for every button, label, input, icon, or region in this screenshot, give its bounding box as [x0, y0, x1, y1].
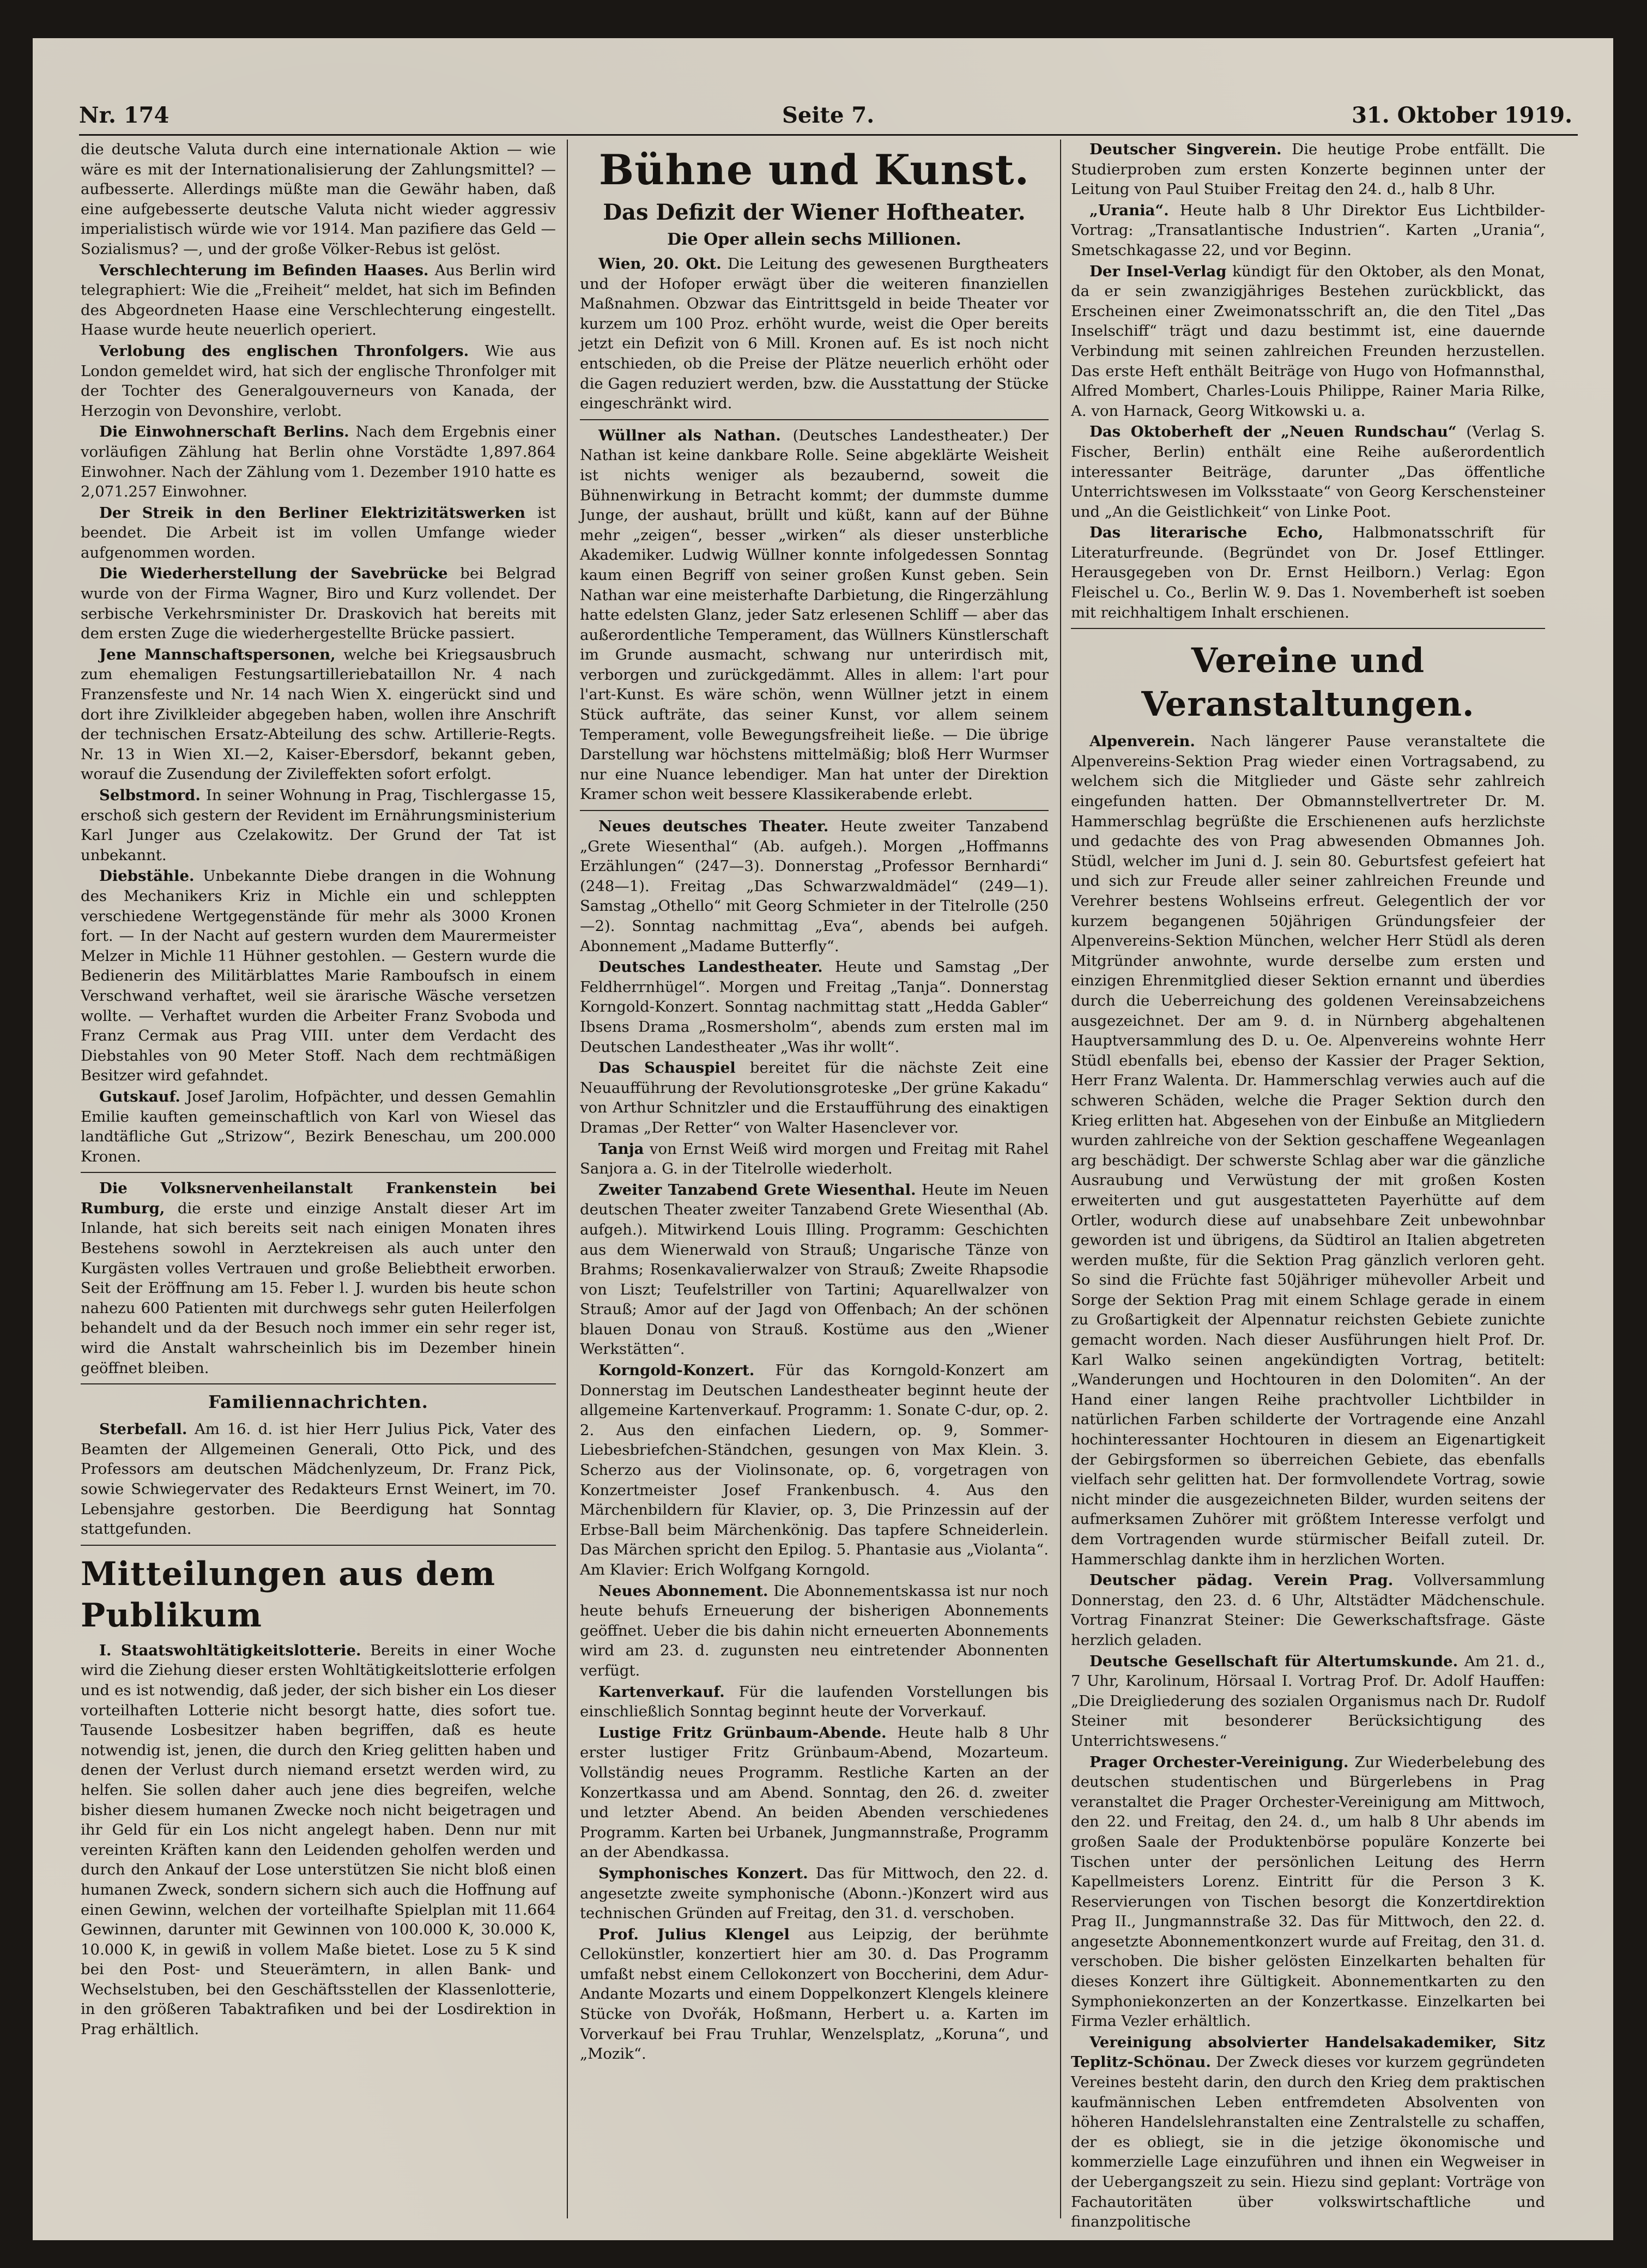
article-text: aus Leipzig, der berühmte Cellokünstler, konzertiert hier am 30. d. Das Programm umfaßt nebst einem Cellokonzert von Boccherini, dem Adur-Andante Mozarts und einem Doppelkonzert Klengels kleinere Stücke von Dvořák, Hoßmann, Herbert u. a. Karten im Vorverkauf bei Frau Truhlar, Wenzelsplatz, „Koruna“, und „Mozik“. — [580, 1925, 1049, 2063]
article-text: Das für Mittwoch, den 22. d. angesetzte zweite symphonische (Abonn.-)Konzert wird aus technischen Gründen auf Freitag, den 31. d. verschoben. — [580, 1864, 1049, 1922]
article-text: Heute zweiter Tanzabend „Grete Wiesenthal“ (Ab. aufgeh.). Morgen „Hoffmanns Erzählungen“ (247—3). Donnerstag „Professor Bernhardi“ (248—1). Freitag „Das Schwarzwaldmädel“ (249—1). Samstag „Othello“ mit Georg Schmieter in der Titelrolle (250—2). Sonntag nachmittag „Eva“, abends bei aufgeh. Abonnement „Madame Butterfly“. — [580, 818, 1049, 955]
article-text: welche bei Kriegsausbruch zum ehemaligen Festungsartilleriebataillon Nr. 4 nach Franzensfeste und Nr. 14 nach Wien X. eingerückt sind und dort ihre Zivilkleider abgegeben haben, wollen ihre Anschrift der technischen Ersatz-Abteilung des schw. Artillerie-Regts. Nr. 13 in Wien XI.—2, Kaiser-Ebersdorf, bekannt geben, worauf die Zusendung der Zivileffekten sofort erfolgt. — [81, 645, 556, 783]
article-echo — [1071, 523, 1545, 622]
article-klengel — [580, 1925, 1049, 2064]
article-text: Zur Wiederbelebung des deutschen studentischen und Bürgerlebens in Prag veranstaltet die Prager Orchester-Vereinigung am Mittwoch, den 22. und Freitag, den 24. d., um halb 8 Uhr abends im großen Saale der Produktenbörse populäre Konzerte bei Tischen unter der persönlichen Leitung des Herrn Kapellmeisters Lorenz. Eintritt für die Person 3 K. Reservierungen von Tischen besorgt die Konzertdirektion Prag II., Jungmannstraße 32. Das für Mittwoch, den 22. d. angesetzte Abonnementkonzert wurde auf Freitag, den 31. d. verschoben. Die bisher gelösten Einzelkarten behalten für dieses Konzert ihre Gültigkeit. Abonnementkarten zu den Symphoniekonzerten an der Konzertkasse. Einzelkarten bei Firma Vezler erhältlich. — [1071, 1753, 1545, 2030]
article-orchester — [1071, 1752, 1545, 2031]
separator — [580, 419, 1049, 420]
article-mannschaft — [81, 645, 556, 784]
separator — [81, 1172, 556, 1173]
article-title: Lustige Fritz Grünbaum-Abende. — [598, 1723, 887, 1741]
article-title: Gutskauf. — [99, 1087, 180, 1105]
article-verlobung — [81, 341, 556, 421]
column-right — [1071, 140, 1546, 2231]
article-defizit — [580, 254, 1049, 414]
separator — [1071, 628, 1545, 629]
article-text: Für das Korngold-Konzert am Donnerstag im Deutschen Landestheater beginnt heute der allgemeine Kartenverkauf. Programm: 1. Sonate C-dur, op. 2. 2. Aus den einfachen Liedern, op. 9, Sommer-Liebesbriefchen-Ständchen, gesungen von Max Klein. 3. Scherzo aus der Violinsonate, op. 6, vorgetragen von Konzertmeister Josef Frankenbusch. 4. Aus den Märchenbildern für Klavier, op. 3, Die Prinzessin auf der Erbse-Ball beim Märchenkönig. Das tapfere Schneiderlein. Das Märchen spricht den Epilog. 5. Phantasie aus „Violanta“. Am Klavier: Erich Wolfgang Korngold. — [580, 1362, 1049, 1578]
separator — [580, 810, 1049, 811]
article-text: Wie aus London gemeldet wird, hat sich der englische Thronfolger mit der Tochter des Generalgouverneurs von Kanada, der Herzogin von Devonshire, verlobt. — [81, 342, 556, 420]
article-singverein — [1071, 140, 1545, 199]
article-subheadline: Die Oper allein sechs Millionen. — [667, 230, 961, 249]
page-number: Seite 7. — [782, 102, 875, 128]
article-subtitle: (Deutsches Landestheater.) — [792, 426, 1009, 444]
article-wuellner — [580, 426, 1049, 805]
separator — [81, 1383, 556, 1384]
article-savebruecke — [81, 564, 556, 643]
article-text: Aus Berlin wird telegraphiert: Wie die „Freiheit“ meldet, hat sich im Befinden des Abgeordneten Haase eine Verschlechterung eingestellt. Haase wurde heute neuerlich operiert. — [81, 261, 556, 339]
column-left — [81, 140, 556, 2218]
article-text: Der Nathan ist keine dankbare Rolle. Seine abgeklärte Weisheit ist nichts weniger als bezaubernd, soweit die Bühnenwirkung in Betracht kommt; der dummste dumme Junge, der aushaut, brüllt und küßt, kann auf der Bühne mehr „zeigen“, besser „wirken“ als dieser unsterbliche Akademiker. Ludwig Wüllner konnte infolgedessen Sonntag kaum einen Begriff von seiner großen Kunst geben. Sein Nathan war eine meisterhafte Darbietung, die Ringerzählung hatte edelsten Glanz, jeder Satz erlesenen Schliff — aber das außerordentliche Temperament, das Wüllners Künstlerschaft im Grunde ausmacht, schwang nur unterirdisch mit, verborgen und zurückgedämmt. Alles in allem: l'art pour l'art-Kunst. Es wäre schön, wenn Wüllner jetzt in einem Stück aufträte, das seiner Kunst, vor allem seinem Temperament, volle Bewegungsfreiheit ließe. — Die übrige Darstellung war höchstens mittelmäßig; bloß Herr Wurmser nur eine Nuance lebendiger. Man hat unter der Direktion Kramer schon weit bessere Klassikerabende erlebt. — [580, 426, 1049, 803]
article-title: Das literarische Echo, — [1089, 524, 1324, 542]
article-title: Sterbefall. — [99, 1420, 187, 1438]
column-rule-1 — [567, 140, 568, 2218]
article-title: Das Oktoberheft der „Neuen Rundschau“ — [1089, 423, 1457, 441]
article-text: Am 16. d. ist hier Herr Julius Pick, Vater des Beamten der Allgemeinen Generali, Otto Pick, und des Professors am deutschen Mädchenlyzeum, Dr. Franz Pick, sowie Schwiegervater des Redakteurs Ernst Weinert, im 70. Lebensjahre gestorben. Die Beerdigung hat Sonntag stattgefunden. — [81, 1420, 556, 1538]
article-text: Für die laufenden Vorstellungen bis einschließlich Sonntag beginnt heute der Vorverkauf. — [580, 1683, 1049, 1721]
article-tanja — [580, 1139, 1049, 1179]
issue-number: Nr. 174 — [79, 102, 169, 128]
article-rundschau — [1071, 422, 1545, 522]
article-haase — [81, 261, 556, 340]
section-heading-familie: Familiennachrichten. — [208, 1392, 428, 1413]
article-kartenverkauf — [580, 1682, 1049, 1722]
section-heading-buehne: Bühne und Kunst. — [598, 146, 1030, 194]
separator — [81, 1545, 556, 1546]
article-streik — [81, 503, 556, 563]
article-title: Die Einwohnerschaft Berlins. — [99, 423, 349, 441]
article-title: Deutscher Singverein. — [1089, 141, 1282, 158]
article-text: Die heutige Probe entfällt. Die Studierproben zum ersten Konzerte beginnen unter der Leitung von Paul Stuiber Freitag den 24. d., halb 8 Uhr. — [1071, 141, 1546, 198]
article-heilanstalt — [81, 1178, 556, 1378]
article-title: Das Schauspiel — [598, 1059, 736, 1077]
article-text: Halbmonatsschrift für Literaturfreunde. (Begründet von Dr. Josef Ettlinger. Herausgegeben von Dr. Ernst Heilborn.) Verlag: Egon Fleischel u. Co., Berlin W. 9. Das 1. Novemberheft ist soeben mit reichhaltigem Inhalt erschienen. — [1071, 524, 1546, 621]
article-title: Deutscher pädag. Verein Prag. — [1089, 1571, 1394, 1589]
article-schauspiel — [580, 1058, 1049, 1138]
article-title: Neues deutsches Theater. — [598, 818, 829, 836]
article-text: In seiner Wohnung in Prag, Tischlergasse 15, erschoß sich gestern der Revident im Ernährungsministerium Karl Junger aus Czelakowitz. Der Grund der Tat ist unbekannt. — [81, 787, 556, 864]
article-text: bei Belgrad wurde von der Firma Wagner, Biro und Kurz vollendet. Der serbische Verkehrsminister Dr. Draskovich hat bereits mit dem ersten Zuge die wiederhergestellte Brücke passiert. — [81, 565, 556, 643]
article-title: Tanja — [598, 1140, 644, 1158]
dateline: Wien, 20. Okt. — [598, 255, 722, 273]
article-abonnement — [580, 1581, 1049, 1681]
article-title: Kartenverkauf. — [598, 1683, 725, 1701]
article-title: Korngold-Konzert. — [598, 1362, 755, 1380]
article-text: Heute im Neuen deutschen Theater zweiter Tanzabend Grete Wiesenthal (Ab. aufgeh.). Mitwirkend Louis Illing. Programm: Geschichten aus dem Wienerwald von Strauß; Ungarische Tänze von Brahms; Rosenkavalierwalzer von Strauß; Zweite Rhapsodie von Liszt; Teufelstriller von Tartini; Aquarellwalzer von Strauß; Amor auf der Jagd von Offenbach; An der schönen blauen Donau von Strauß. Kostüme aus den „Wiener Werkstätten“. — [580, 1181, 1049, 1358]
article-text: kündigt für den Oktober, als den Monat, da er sein zwanzigjähriges Bestehen zurückblickt, das Erscheinen einer Zweimonatsschrift an, die den Titel „Das Inselschiff“ trägt und dazu bestimmt ist, eine dauernde Verbindung mit seinen zahlreichen Freunden herzustellen. Das erste Heft enthält Beiträge von Hugo von Hofmannsthal, Alfred Mombert, Charles-Louis Philippe, Rainer Maria Rilke, A. von Harnack, Georg Witkowski u. a. — [1071, 262, 1545, 420]
article-neues-theater — [580, 817, 1049, 956]
article-title: Verschlechterung im Befinden Haases. — [99, 261, 429, 279]
article-title: Prof. Julius Klengel — [598, 1925, 790, 1943]
article-text: bereitet für die nächste Zeit eine Neuaufführung der Revolutionsgroteske „Der grüne Kakadu“ von Arthur Schnitzler und die Erstaufführung des einaktigen Dramas „Der Retter“ von Walter Hasenclever vor. — [580, 1059, 1049, 1136]
article-title: Die Volksnervenheilanstalt Frankenstein bei Rumburg, — [81, 1180, 556, 1217]
article-title: Deutsche Gesellschaft für Altertumskunde. — [1089, 1652, 1458, 1670]
article-insel-verlag — [1071, 262, 1545, 421]
article-title: Diebstähle. — [99, 867, 195, 885]
article-continuation: die deutsche Valuta durch eine internationale Aktion — wie wäre es mit der Internationalisierung der Zahlungsmittel? — aufbesserte. Allerdings müßte man die Gewähr haben, daß eine aufgebesserte deutsche Valuta nicht wieder aggressiv imperialistisch würde wie vor 1914. Man pazifiere das Geld — Sozialismus? —, und der große Völker-Rebus ist gelöst. — [81, 141, 556, 258]
article-alpenverein — [1071, 731, 1545, 1569]
article-lotterie — [81, 1641, 556, 2040]
section-heading-vereine: Vereine und Veranstaltungen. — [1141, 640, 1475, 724]
column-middle — [580, 140, 1049, 2218]
article-handelsakademiker — [1071, 2033, 1545, 2232]
article-text: Bereits in einer Woche wird die Ziehung dieser ersten Wohltätigkeitslotterie erfolgen und es ist notwendig, daß jeder, der sich bisher ein Los dieser vorteilhaften Lotterie nicht besorgt hatte, dies sofort tue. Tausende Losbesitzer haben begriffen, daß es heute notwendig ist, jenen, die durch den Krieg gelitten haben und denen der Verlust durch niemand ersetzt werden wird, zu helfen. Sie sollen daher auch jene dies begreifen, welche bisher diesem humanen Zwecke noch nicht beigetragen und ihr Geld für ein Los nicht angelegt haben. Denn nur mit vereinten Kräften kann den Leidenden geholfen werden und durch den Ankauf der Lose unterstützen Sie nicht bloß einen humanen Zweck, sondern sichern sich auch die Hoffnung auf einen Gewinn, welchen der vorteilhafte Spielplan mit 11.664 Gewinnen, darunter mit Gewinnen von 100.000 K, 30.000 K, 10.000 K, in gewiß in vollem Maße bietet. Lose zu 5 K sind bei den Post- und Steuerämtern, in allen Bank- und Wechselstuben, bei den Geschäftsstellen der Klassenlotterie, in den größeren Tabaktrafiken und bei der Losdirektion in Prag erhältlich. — [81, 1641, 556, 2039]
article-text: ist beendet. Die Arbeit ist im vollen Umfange wieder aufgenommen worden. — [81, 504, 556, 561]
article-text: die erste und einzige Anstalt dieser Art im Inlande, hat sich bereits seit nach einigen Monaten ihres Bestehens sowohl in Aerztekreisen als auch unter den Kurgästen volles Vertrauen und große Beliebtheit erworben. Seit der Eröffnung am 15. Feber l. J. wurden bis heute schon nahezu 600 Patienten mit durchwegs sehr guten Heilerfolgen behandelt und da der Besuch noch immer ein sehr reger ist, wird die Anstalt wahrscheinlich bis im Dezember hinein geöffnet bleiben. — [81, 1199, 556, 1377]
article-title: Vereinigung absolvierter Handelsakademiker, Sitz Teplitz-Schönau. — [1071, 2033, 1545, 2071]
article-title: Verlobung des englischen Thronfolgers. — [99, 342, 469, 360]
newspaper-page — [33, 38, 1613, 2240]
article-text: (Verlag S. Fischer, Berlin) enthält eine Reihe außerordentlich interessanter Beiträge, darunter „Das öffentliche Unterrichtswesen im Volksstaate“ von Georg Kerschensteiner und „An die Geistlichkeit“ von Linke Poot. — [1071, 423, 1545, 521]
article-altertumskunde — [1071, 1652, 1545, 1751]
article-text: Nach längerer Pause veranstaltete die Alpenvereins-Sektion Prag wieder einen Vortragsabend, zu welchem sich die Mitglieder und Gäste sehr zahlreich eingefunden hatten. Der Obmannstellvertreter Dr. M. Hammerschlag begrüßte die Erschienenen aufs herzlichste und gedachte des von Prag abwesenden Obmannes Joh. Stüdl, welcher im Juni d. J. sein 80. Geburtsfest gefeiert hat und sich zur Freude aller seiner zahlreichen Freunde und Verehrer bestens Wohlseins erfreut. Gelegentlich der vor kurzem begangenen 50jährigen Gründungsfeier der Alpenvereins-Sektion München, welcher Herr Stüdl als deren Mitgründer anwohnte, wurde derselbe zum ersten und einzigen Ehrenmitglied dieser Sektion ernannt und überdies durch die Ueberreichung des goldenen Vereinsabzeichens ausgezeichnet. Der am 9. d. in Nürnberg abgehaltenen Hauptversammlung des D. u. Oe. Alpenvereins wohnte Herr Stüdl ebenfalls bei, ebenso der Kassier der Prager Sektion, Herr Franz Walenta. Dr. Hammerschlag verwies auch auf die schweren Schäden, welche die Prager Sektion durch den Krieg erlitten hat. Abgesehen von der Einbuße an Mitgliedern wurden zahlreiche von der Sektion geschaffene Wegeanlagen arg beschädigt. Der schwerste Schlag aber war die gänzliche Ausraubung und Verwüstung der mit großen Kosten erweiterten und gut ausgestatteten Payerhütte auf dem Ortler, wodurch diese auf unabsehbare Zeit unbewohnbar geworden ist und übrigens, da Südtirol an Italien abgetreten werden mußte, für die Sektion Prag gänzlich verloren geht. So sind die Früchte fast 50jähriger mühevoller Arbeit und Sorge der Sektion Prag mit einem Schlage gerade in einem zu Großartigkeit der Alpennatur reichsten Gebiete zunichte gemacht worden. Nach dieser Ausführungen hielt Prof. Dr. Karl Walko seinen angekündigten Vortrag, betitelt: „Wanderungen und Hochtouren in den Dolomiten“. An der Hand einer langen Reihe prachtvoller Lichtbilder in natürlichen Farben schilderte der Vortragende eine Anzahl hochinteressanter Hochtouren in diesem an Eigenartigkeit der Gebirgsformen so überreichen Gebiete, das ebenfalls vielfach sehr gelitten hat. Der formvollendete Vortrag, sowie nicht minder die ausgezeichneten Bilder, wurden seitens der aufmerksamen Zuhörer mit größtem Interesse verfolgt und dem Vortragenden wurde stürmischer Beifall zuteil. Dr. Hammerschlag dankte ihm in herzlichen Worten. — [1071, 733, 1545, 1568]
article-title: Prager Orchester-Vereinigung. — [1089, 1753, 1349, 1771]
article-title: Der Streik in den Berliner Elektrizitätswerken — [99, 504, 525, 522]
article-gutskauf — [81, 1087, 556, 1166]
article-title: Zweiter Tanzabend Grete Wiesenthal. — [598, 1181, 916, 1199]
article-korngold — [580, 1360, 1049, 1580]
article-title: Alpenverein. — [1089, 733, 1195, 751]
article-title: „Urania“. — [1089, 201, 1169, 219]
article-sterbefall — [81, 1419, 556, 1539]
article-symphonisch — [580, 1864, 1049, 1924]
issue-date: 31. Oktober 1919. — [1352, 102, 1572, 128]
article-title: Wüllner als Nathan. — [598, 426, 781, 444]
article-title: I. Staatswohltätigkeitslotterie. — [99, 1641, 361, 1659]
article-headline: Das Defizit der Wiener Hoftheater. — [603, 199, 1026, 225]
article-text: Heute halb 8 Uhr Direktor Eus Lichtbilder-Vortrag: „Transatlantische Industrien“. Karten „Urania“, Smetschkagasse 22, und vor Beginn. — [1071, 201, 1545, 259]
article-title: Neues Abonnement. — [598, 1582, 768, 1600]
article-selbstmord — [81, 785, 556, 865]
article-title: Symphonisches Konzert. — [598, 1864, 808, 1882]
article-text: Der Zweck dieses vor kurzem gegründeten Vereines besteht darin, den durch den Krieg dem praktischen kaufmännischen Leben entfremdeten Absolventen von höheren Handelslehranstalten eine Zentralstelle zu schaffen, der es obliegt, sie in die jetzige ökonomische und kommerzielle Lage einzuführen und ihnen ein Wegweiser in der Uebergangszeit zu sein. Hiezu sind geplant: Vorträge von Fachautoritäten über volkswirtschaftliche und finanzpolitische — [1071, 2053, 1545, 2231]
article-title: Jene Mannschaftspersonen, — [99, 645, 336, 663]
article-text: Am 21. d., 7 Uhr, Karolinum, Hörsaal I. Vortrag Prof. Dr. Adolf Hauffen: „Die Dreigliederung des sozialen Organismus nach Dr. Rudolf Steiner mit besonderer Berücksichtigung des Unterrichtswesens.“ — [1071, 1652, 1545, 1750]
article-paedagogisch — [1071, 1570, 1545, 1650]
column-rule-2 — [1060, 140, 1061, 2218]
section-heading-mitteilungen: Mitteilungen aus dem Publikum — [81, 1555, 496, 1635]
page-header — [79, 97, 1572, 135]
article-text: von Ernst Weiß wird morgen und Freitag mit Rahel Sanjora a. G. in der Titelrolle wiederholt. — [580, 1140, 1049, 1178]
article-text: Nach dem Ergebnis einer vorläufigen Zählung hat Berlin ohne Vorstädte 1,897.864 Einwohner. Nach der Zählung vom 1. Dezember 1910 hatte es 2,071.257 Einwohner. — [81, 423, 556, 501]
article-gruenbaum — [580, 1723, 1049, 1862]
article-text: Unbekannte Diebe drangen in die Wohnung des Mechanikers Kriz in Michle ein und schleppten verschiedene Wertgegenstände für mehr als 3000 Kronen fort. — In der Nacht auf gestern wurden dem Maurermeister Melzer in Michle 11 Hühner gestohlen. — Gestern wurde die Bedienerin des Militärblattes Marie Ramboufsch in einem Verschwand verhaftet, weil sie ärarische Wäsche versetzen wollte. — Verhaftet wurden die Arbeiter Franz Svoboda und Franz Cermak aus Prag VIII. unter dem Verdacht des Diebstahles von 90 Meter Stoff. Nach dem rechtmäßigen Besitzer wird gefahndet. — [81, 867, 556, 1085]
article-title: Deutsches Landestheater. — [598, 958, 823, 976]
article-text: Heute halb 8 Uhr erster lustiger Fritz Grünbaum-Abend, Mozarteum. Vollständig neues Programm. Restliche Karten an der Konzertkassa und am Abend. Sonntag, den 26. d. zweiter und letzter Abend. An beiden Abenden verschiedenes Programm. Karten bei Urbanek, Jungmannstraße, Programm an der Abendkassa. — [580, 1723, 1049, 1861]
article-urania — [1071, 201, 1545, 261]
article-text: Heute und Samstag „Der Feldherrnhügel“. Morgen und Freitag „Tanja“. Donnerstag Korngold-Konzert. Sonntag nachmittag statt „Hedda Gabler“ Ibsens Drama „Rosmersholm“, abends zum ersten mal im Deutschen Landestheater „Was ihr wollt“. — [580, 958, 1049, 1056]
article-title: Die Wiederherstellung der Savebrücke — [99, 565, 448, 583]
article-landestheater — [580, 957, 1049, 1057]
header-rule — [79, 134, 1578, 136]
article-title: Der Insel-Verlag — [1089, 262, 1227, 280]
article-text: Vollversammlung Donnerstag, den 23. d. 6 Uhr, Altstädter Mädchenschule. Vortrag Finanzrat Steiner: Die Gewerkschaftsfrage. Gäste herzlich geladen. — [1071, 1571, 1545, 1649]
article-tanzabend — [580, 1180, 1049, 1359]
article-title: Selbstmord. — [99, 787, 201, 804]
article-text: Die Leitung des gewesenen Burgtheaters und der Hofoper erwägt über die weiteren finanziellen Maßnahmen. Obzwar das Eintrittsgeld in beide Theater vor kurzem um 100 Proz. erhöht wurde, weist die Oper bereits jetzt ein Defizit von 6 Mill. Kronen auf. Es ist noch nicht entschieden, ob die Preise der Plätze neuerlich erhöht oder die Gagen reduziert werden, bzw. die Ausstattung der Stücke eingeschränkt wird. — [580, 255, 1049, 413]
article-text: Josef Jarolim, Hofpächter, und dessen Gemahlin Emilie kauften gemeinschaftlich von Karl von Wiesel das landtäfliche Gut „Strizow“, Bezirk Beneschau, um 200.000 Kronen. — [81, 1087, 556, 1165]
article-diebstaehle — [81, 866, 556, 1086]
article-berlin — [81, 422, 556, 501]
article-text: Die Abonnementskassa ist nur noch heute behufs Erneuerung der bisherigen Abonnements geöffnet. Ueber die bis dahin nicht erneuerten Abonnements wird am 23. d. zugunsten neu eintretender Abonnenten verfügt. — [580, 1582, 1049, 1679]
